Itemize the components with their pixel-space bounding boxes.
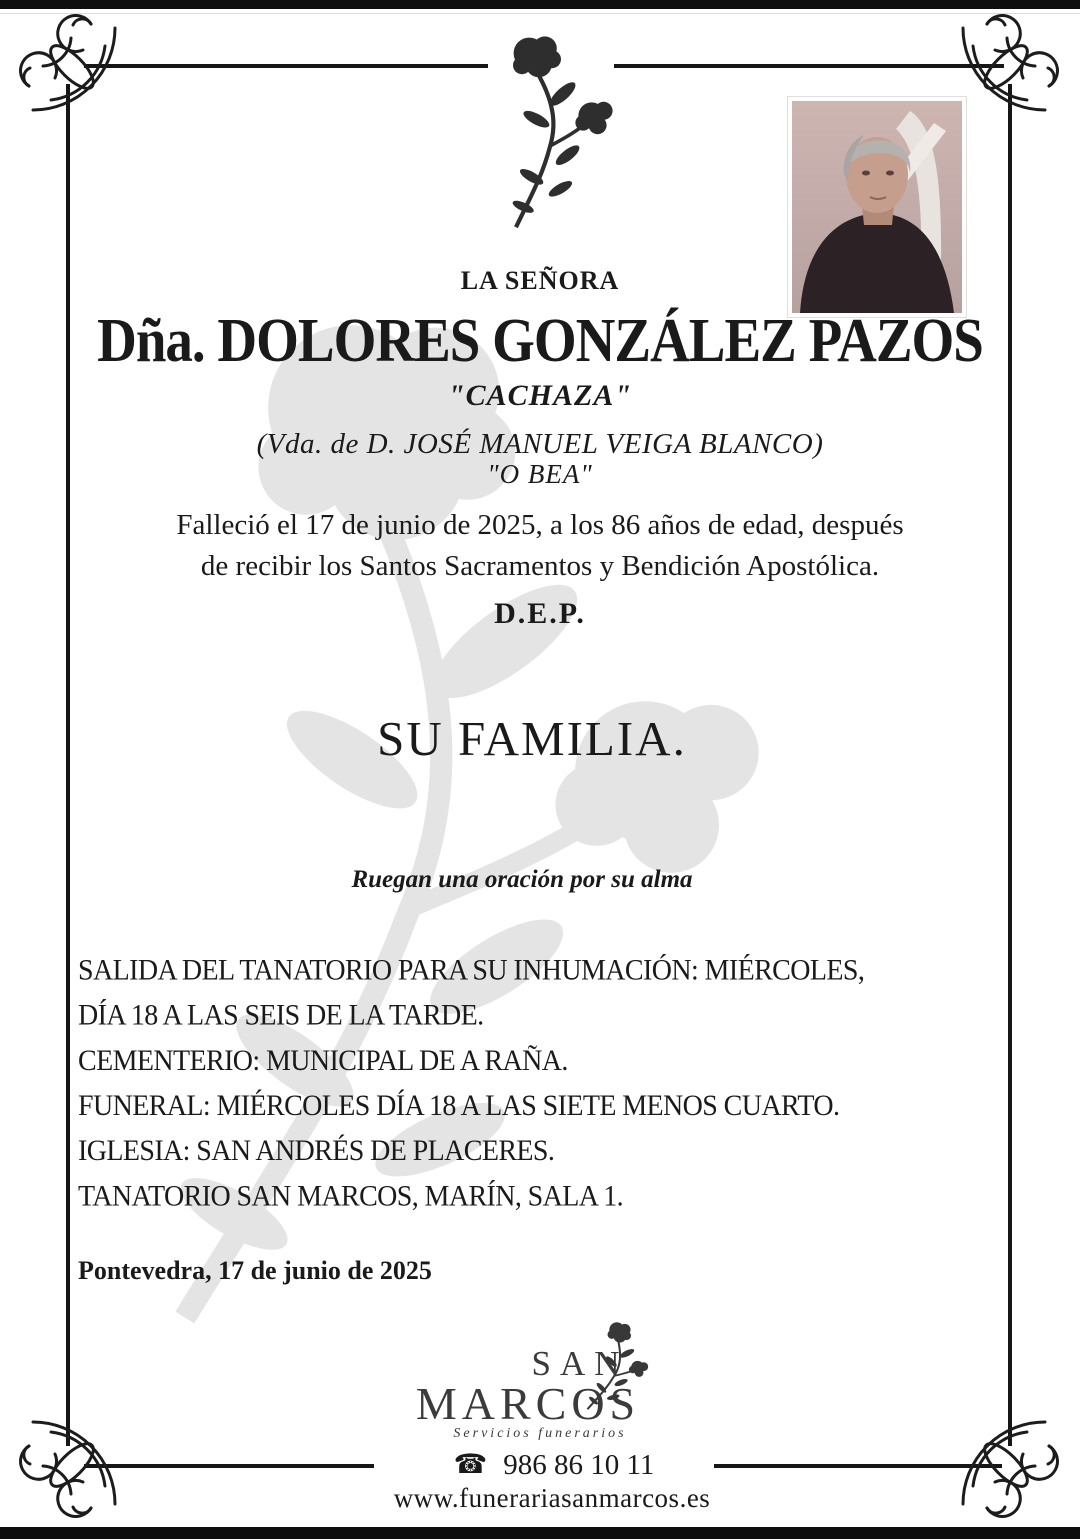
frame-line-top-right	[614, 64, 1004, 68]
widow-of-line: (Vda. de D. JOSÉ MANUEL VEIGA BLANCO)	[256, 428, 824, 460]
schedule-line: SALIDA DEL TANATORIO PARA SU INHUMACIÓN: MIÉRCOLES,	[78, 954, 865, 987]
top-hairline	[0, 13, 1080, 14]
flower-watermark-icon	[55, 254, 864, 1402]
frame-line-top-left	[84, 64, 488, 68]
schedule-line: CEMENTERIO: MUNICIPAL DE A RAÑA.	[78, 1044, 568, 1078]
spouse-nickname: "O BEA"	[487, 459, 593, 489]
death-line-1: Falleció el 17 de junio de 2025, a los 86 años de edad, después	[176, 509, 904, 541]
phone-icon: ☎	[453, 1449, 488, 1479]
prayer-request: Ruegan una oración por su alma	[351, 866, 693, 893]
schedule-line: FUNERAL: MIÉRCOLES DÍA 18 A LAS SIETE MENOS CUARTO.	[78, 1089, 840, 1123]
honorific: LA SEÑORA	[460, 266, 620, 295]
schedule-line: DÍA 18 A LAS SEIS DE LA TARDE.	[78, 999, 484, 1032]
corner-flourish-icon	[15, 10, 130, 125]
carnation-flower-icon	[492, 28, 624, 232]
death-line-2: de recibir los Santos Sacramentos y Bendición Apostólica.	[200, 550, 880, 582]
place-and-date: Pontevedra, 17 de junio de 2025	[78, 1256, 432, 1285]
funeral-schedule	[78, 948, 864, 1219]
logo-text-marcos: MARCOS	[415, 1378, 641, 1429]
deceased-nickname: "CACHAZA"	[447, 379, 633, 412]
logo-text-san: SAN	[531, 1344, 629, 1383]
family-line: SU FAMILIA.	[377, 711, 687, 766]
phone-row	[14, 1449, 1080, 1482]
bottom-edge-bar	[0, 1527, 1080, 1539]
schedule-line: TANATORIO SAN MARCOS, MARÍN, SALA 1.	[78, 1180, 624, 1213]
website-url: www.funerariasanmarcos.es	[393, 1483, 711, 1513]
logo-tagline: Servicios funerarios	[453, 1426, 627, 1441]
dep-abbreviation: D.E.P.	[494, 597, 586, 630]
phone-number: 986 86 10 11	[503, 1449, 655, 1481]
death-announcement	[0, 505, 1080, 587]
deceased-name: Dña. DOLORES GONZÁLEZ PAZOS	[97, 305, 983, 375]
top-edge-bar	[0, 0, 1080, 9]
schedule-line: IGLESIA: SAN ANDRÉS DE PLACERES.	[78, 1134, 555, 1168]
